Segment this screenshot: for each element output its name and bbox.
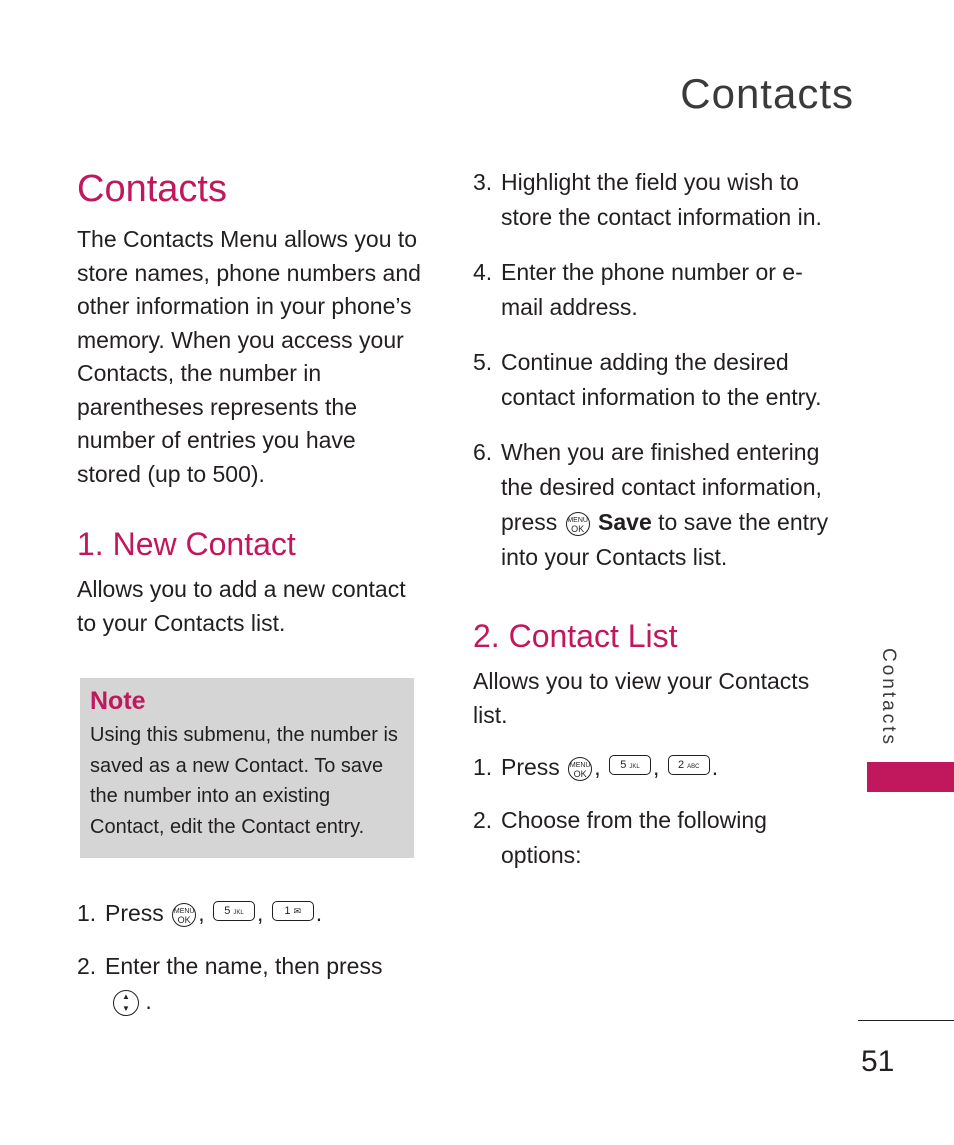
step-number: 2. bbox=[77, 953, 97, 979]
new-contact-step-6 bbox=[473, 435, 833, 575]
new-contact-step-3 bbox=[473, 165, 833, 235]
step-text: Press bbox=[105, 900, 164, 926]
section-title: Contacts bbox=[77, 168, 227, 210]
contact-list-step-1: 1. Press MENU OK , 5 JKL , 2 ABC . bbox=[473, 750, 833, 785]
nav-key-icon: ▲ ▼ bbox=[113, 990, 139, 1016]
contact-list-description: Allows you to view your Contacts list. bbox=[473, 668, 810, 728]
note-box bbox=[80, 678, 414, 858]
key-5-icon: 5 JKL bbox=[213, 901, 255, 921]
new-contact-description: Allows you to add a new contact to your Contacts list. bbox=[77, 576, 406, 636]
step-number: 1. bbox=[473, 754, 493, 780]
new-contact-step-1: 1. Press MENU OK , 5 JKL , 1 ✉ . bbox=[77, 896, 422, 931]
contact-list-step-2 bbox=[473, 803, 833, 873]
contact-list-heading: 2. Contact List bbox=[473, 618, 678, 654]
step-text: Highlight the field you wish to store the contact information in. bbox=[501, 169, 822, 230]
menu-ok-key-icon: MENU OK bbox=[566, 512, 590, 536]
page-header-title: Contacts bbox=[680, 70, 854, 117]
footer-divider bbox=[858, 1020, 954, 1021]
step-text: Enter the name, then press bbox=[105, 953, 383, 979]
right-column bbox=[473, 165, 833, 873]
step-text: Choose from the following options: bbox=[501, 807, 767, 868]
side-tab-marker bbox=[867, 762, 954, 792]
step-text-continued: to save the entry into your Contacts list. bbox=[501, 509, 829, 570]
menu-ok-key-icon: MENU OK bbox=[172, 903, 196, 927]
page-number: 51 bbox=[861, 1045, 895, 1078]
step-text: Press bbox=[501, 754, 560, 780]
step-number: 4. bbox=[473, 259, 493, 285]
new-contact-step-5 bbox=[473, 345, 833, 415]
new-contact-step-2: 2. Enter the name, then press ▲ ▼ . bbox=[77, 949, 422, 1019]
key-1-icon: 1 ✉ bbox=[272, 901, 314, 921]
step-number: 6. bbox=[473, 439, 493, 465]
step-number: 5. bbox=[473, 349, 493, 375]
save-softkey-label: Save bbox=[598, 509, 652, 535]
note-title: Note bbox=[90, 687, 146, 715]
key-2-icon: 2 ABC bbox=[668, 755, 710, 775]
side-tab-label: Contacts bbox=[878, 648, 899, 747]
intro-paragraph: The Contacts Menu allows you to store names, phone numbers and other information in your phone’s memory. When you access your Contacts, the number in parentheses represents the number of entries you have stored (up to 500). bbox=[77, 226, 421, 487]
step-number: 2. bbox=[473, 807, 493, 833]
step-text: When you are finished entering the desired contact information, press bbox=[501, 439, 822, 535]
step-text: Enter the phone number or e-mail address. bbox=[501, 259, 803, 320]
step-text: Continue adding the desired contact information to the entry. bbox=[501, 349, 822, 410]
new-contact-heading: 1. New Contact bbox=[77, 526, 296, 562]
step-number: 1. bbox=[77, 900, 97, 926]
note-text: Using this submenu, the number is saved as a new Contact. To save the number into an existing Contact, edit the Contact entry. bbox=[90, 724, 398, 838]
left-column bbox=[77, 165, 422, 1019]
new-contact-step-4 bbox=[473, 255, 833, 325]
key-5-icon: 5 JKL bbox=[609, 755, 651, 775]
menu-ok-key-icon: MENU OK bbox=[568, 757, 592, 781]
step-number: 3. bbox=[473, 169, 493, 195]
